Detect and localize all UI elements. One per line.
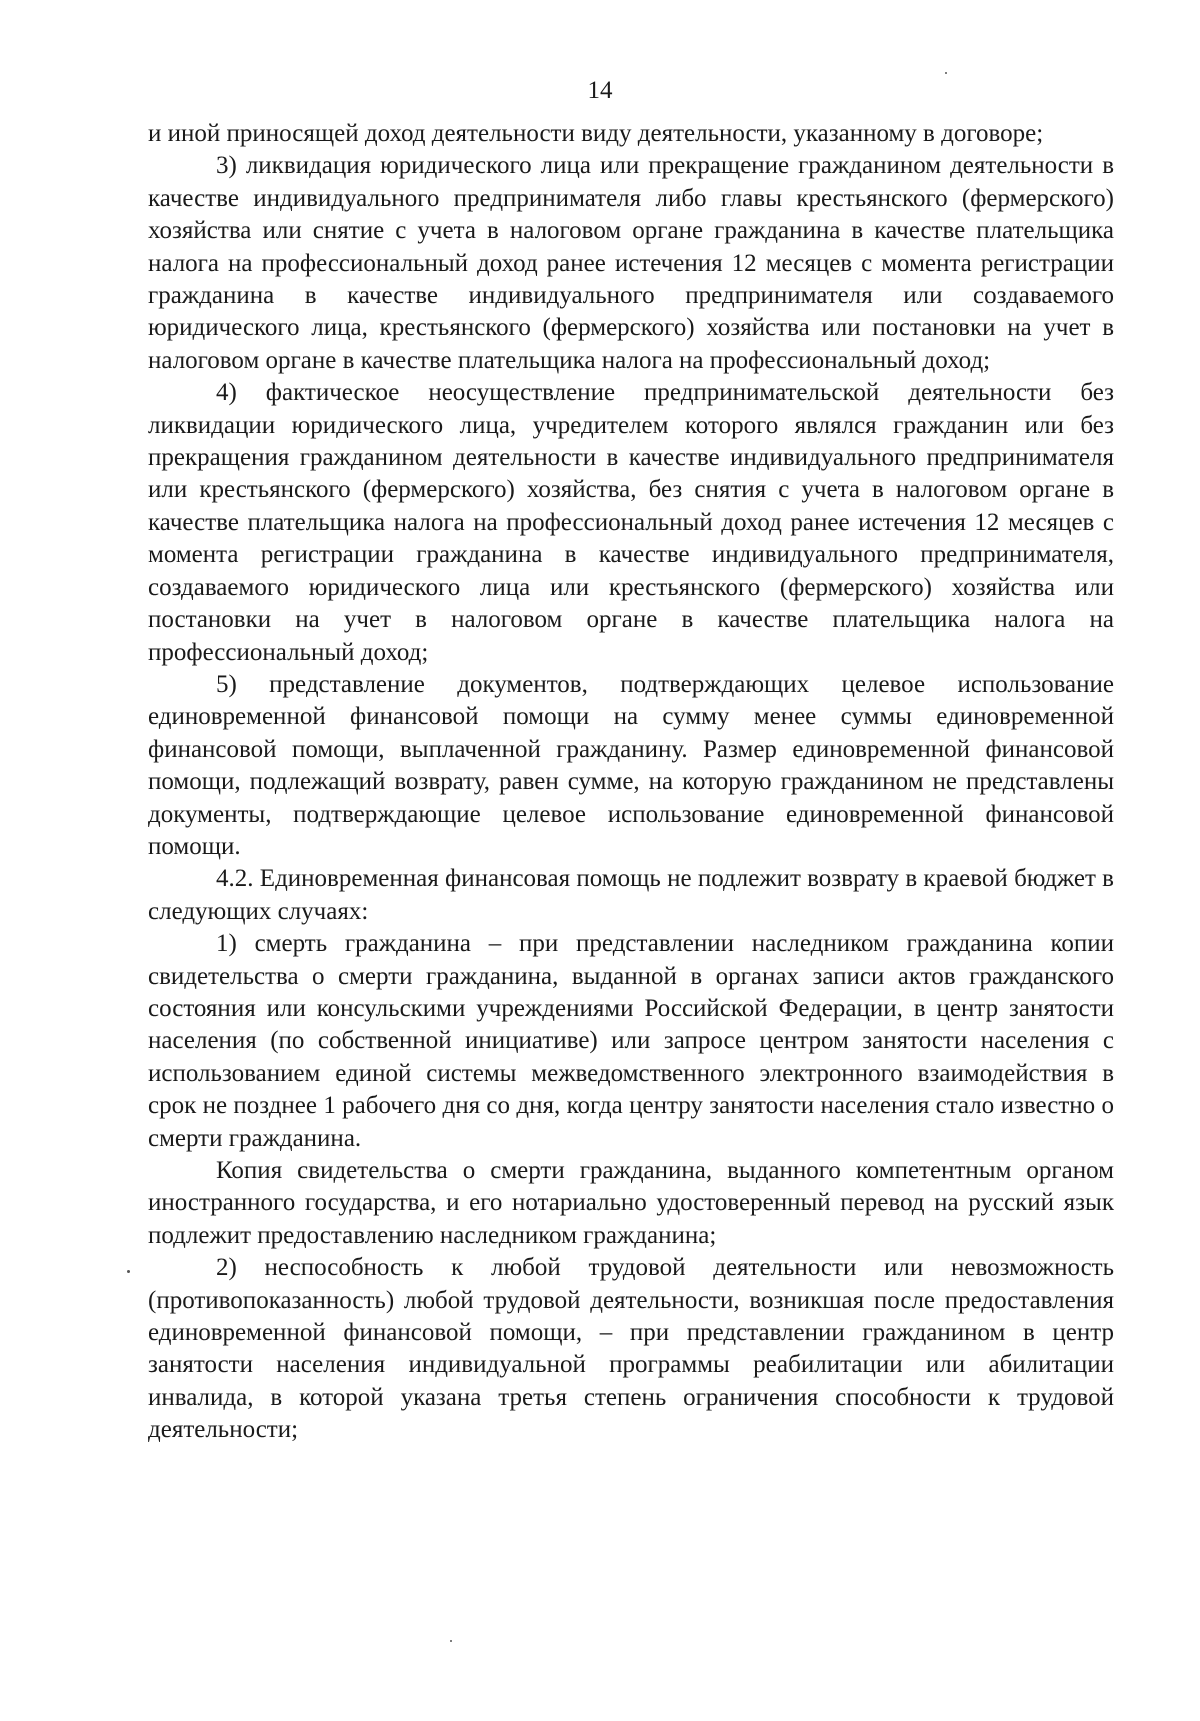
paragraph-case-1: 1) смерть гражданина – при представлении наследником гражданина копии свидетельства о смерти гражданина, выданной в органах записи актов гражданского состояния или консульскими учреждениями Российской Федерации, в центр занятости населения (по собственной инициативе) или запросе центром занятости населения с использованием единой системы межведомственного электронного взаимодействия в срок не позднее 1 рабочего дня со дня, когда центру занятости населения стало известно о смерти гражданина.	[148, 930, 1114, 1152]
scan-speck	[945, 72, 947, 74]
scan-speck	[127, 1270, 130, 1273]
scan-speck	[450, 1640, 452, 1642]
document-body	[148, 118, 1114, 1447]
paragraph-section-4-2: 4.2. Единовременная финансовая помощь не подлежит возврату в краевой бюджет в следующих случаях:	[148, 865, 1114, 925]
paragraph-case-2: 2) неспособность к любой трудовой деятельности или невозможность (противопоказанность) любой трудовой деятельности, возникшая после предоставления единовременной финансовой помощи, – при представлении гражданином в центр занятости населения индивидуальной программы реабилитации или абилитации инвалида, в которой указана третья степень ограничения способности к трудовой деятельности;	[148, 1254, 1114, 1444]
paragraph-item-4: 4) фактическое неосуществление предпринимательской деятельности без ликвидации юридического лица, учредителем которого являлся гражданин или без прекращения гражданином деятельности в качестве индивидуального предпринимателя или крестьянского (фермерского) хозяйства, без снятия с учета в налоговом органе в качестве плательщика налога на профессиональный доход ранее истечения 12 месяцев с момента регистрации гражданина в качестве индивидуального предпринимателя, создаваемого юридического лица или крестьянского (фермерского) хозяйства или постановки на учет в налоговом органе в качестве плательщика налога на профессиональный доход;	[148, 379, 1114, 666]
paragraph-item-5: 5) представление документов, подтверждающих целевое использование единовременной финансовой помощи на сумму менее суммы единовременной финансовой помощи, выплаченной гражданину. Размер единовременной финансовой помощи, подлежащий возврату, равен сумме, на которую гражданином не представлены документы, подтверждающие целевое использование единовременной финансовой помощи.	[148, 670, 1114, 860]
paragraph-continuation: и иной приносящей доход деятельности виду деятельности, указанному в договоре;	[148, 120, 1044, 147]
page-number: 14	[587, 77, 613, 104]
paragraph-item-3: 3) ликвидация юридического лица или прекращение гражданином деятельности в качестве индивидуального предпринимателя либо главы крестьянского (фермерского) хозяйства или снятие с учета в налоговом органе гражданина в качестве плательщика налога на профессиональный доход ранее истечения 12 месяцев с момента регистрации гражданина в качестве индивидуального предпринимателя или создаваемого юридического лица, крестьянского (фермерского) хозяйства или постановки на учет в налоговом органе в качестве плательщика налога на профессиональный доход;	[148, 152, 1114, 374]
paragraph-certificate-copy: Копия свидетельства о смерти гражданина, выданного компетентным органом иностранного государства, и его нотариально удостоверенный перевод на русский язык подлежит предоставлению наследником гражданина;	[148, 1157, 1114, 1249]
